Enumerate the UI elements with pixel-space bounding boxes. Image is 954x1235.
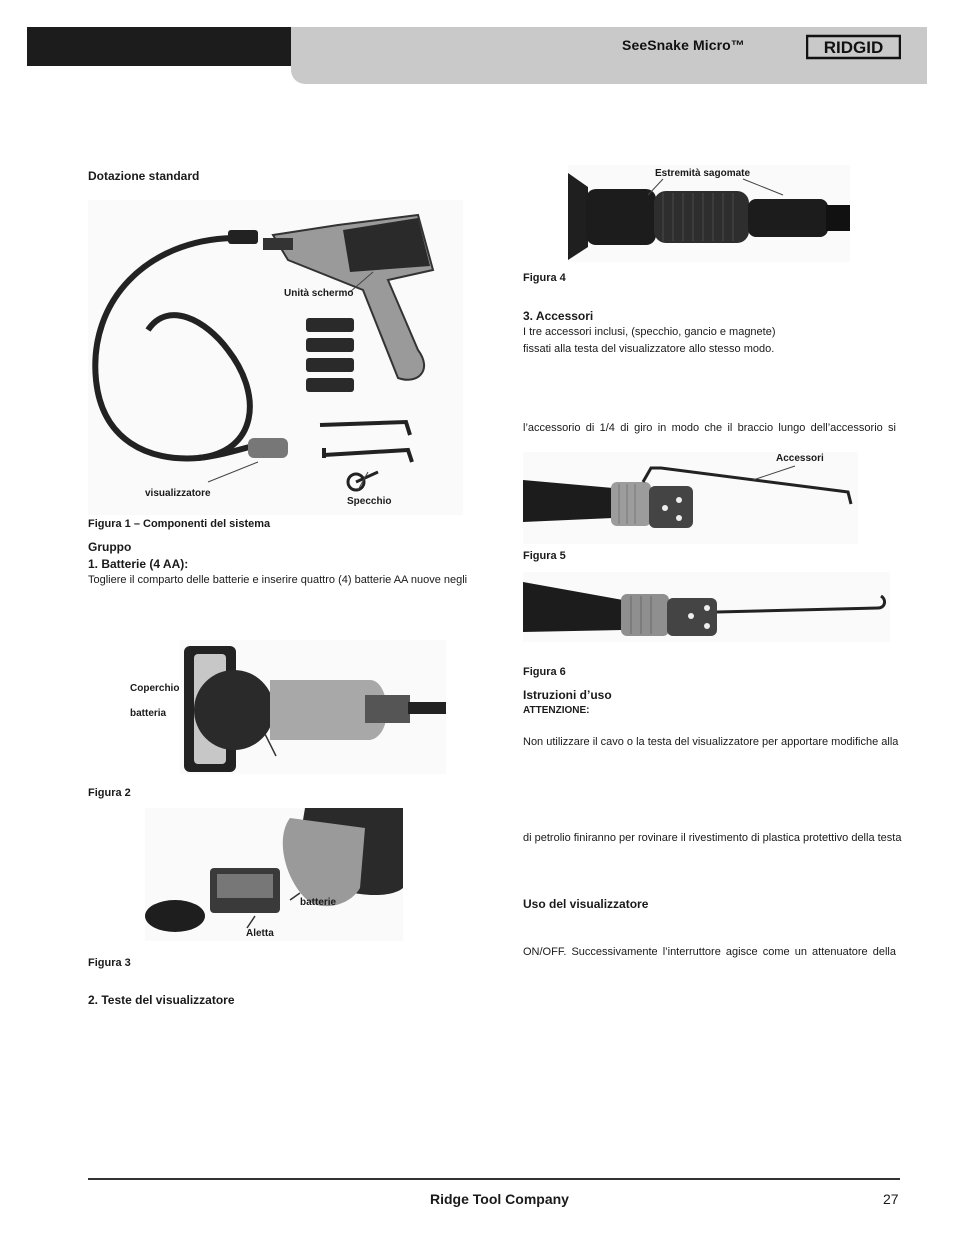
fig5-caption: Figura 5 (523, 550, 566, 562)
fig2-label-cover-2: batteria (130, 708, 167, 719)
batterie-title: 1. Batterie (4 AA): (88, 557, 189, 571)
fig1-label-mirror: Specchio (347, 496, 392, 507)
product-title: SeeSnake Micro™ (622, 37, 745, 53)
section-title-dotazione: Dotazione standard (88, 169, 200, 183)
accessori-title: 3. Accessori (523, 309, 594, 323)
istruzioni-title: Istruzioni d’uso (523, 688, 612, 702)
fig1-label-screen-unit: Unità schermo (284, 288, 354, 299)
svg-text:RIDGID: RIDGID (823, 38, 884, 57)
warning-text-2: di petrolio finiranno per rovinare il rivestimento di plastica protettivo della testa (523, 832, 902, 844)
batterie-text: Togliere il comparto delle batterie e inserire quattro (4) batterie AA nuove negli (88, 574, 468, 586)
ridgid-logo (806, 34, 901, 60)
accessori-text-1: I tre accessori inclusi, (specchio, gancio e magnete) (523, 326, 776, 338)
fig3-caption: Figura 3 (88, 957, 131, 969)
fig2-label-cover-1: Coperchio (130, 683, 180, 694)
figure3-batteries-tab-photo (145, 808, 403, 941)
fig4-label-shaped-ends: Estremità sagomate (655, 168, 751, 179)
fig2-caption: Figura 2 (88, 787, 131, 799)
figure5-accessories-photo (523, 452, 858, 544)
uso-text: ON/OFF. Successivamente l’interruttore agisce come un attenuatore della (523, 946, 896, 958)
footer-divider (88, 1178, 900, 1180)
fig6-caption: Figura 6 (523, 666, 566, 678)
accessori-text-3: l’accessorio di 1/4 di giro in modo che il braccio lungo dell’accessorio si (523, 422, 896, 434)
accessori-text-2: fissati alla testa del visualizzatore allo stesso modo. (523, 343, 775, 355)
page-number: 27 (883, 1191, 899, 1207)
gruppo-title: Gruppo (88, 540, 132, 554)
figure2-battery-cover-photo (180, 640, 446, 774)
header-grey-tab (291, 66, 927, 84)
fig3-label-batteries: batterie (300, 897, 337, 908)
figure4-shaped-ends-photo (568, 165, 850, 262)
attenzione-label: ATTENZIONE: (523, 705, 590, 716)
header-dark-band (27, 27, 291, 66)
fig5-label-accessories: Accessori (776, 453, 824, 464)
teste-title: 2. Teste del visualizzatore (88, 993, 235, 1007)
footer-company: Ridge Tool Company (430, 1191, 569, 1207)
warning-text-1: Non utilizzare il cavo o la testa del visualizzatore per apportare modifiche alla (523, 736, 899, 748)
fig1-caption: Figura 1 – Componenti del sistema (88, 518, 271, 530)
figure1-system-components-photo (88, 200, 463, 515)
uso-title: Uso del visualizzatore (523, 897, 649, 911)
fig3-label-tab: Aletta (246, 928, 274, 939)
fig1-label-viewer: visualizzatore (145, 488, 211, 499)
figure6-accessory-rotated-photo (523, 572, 890, 642)
fig4-caption: Figura 4 (523, 272, 566, 284)
